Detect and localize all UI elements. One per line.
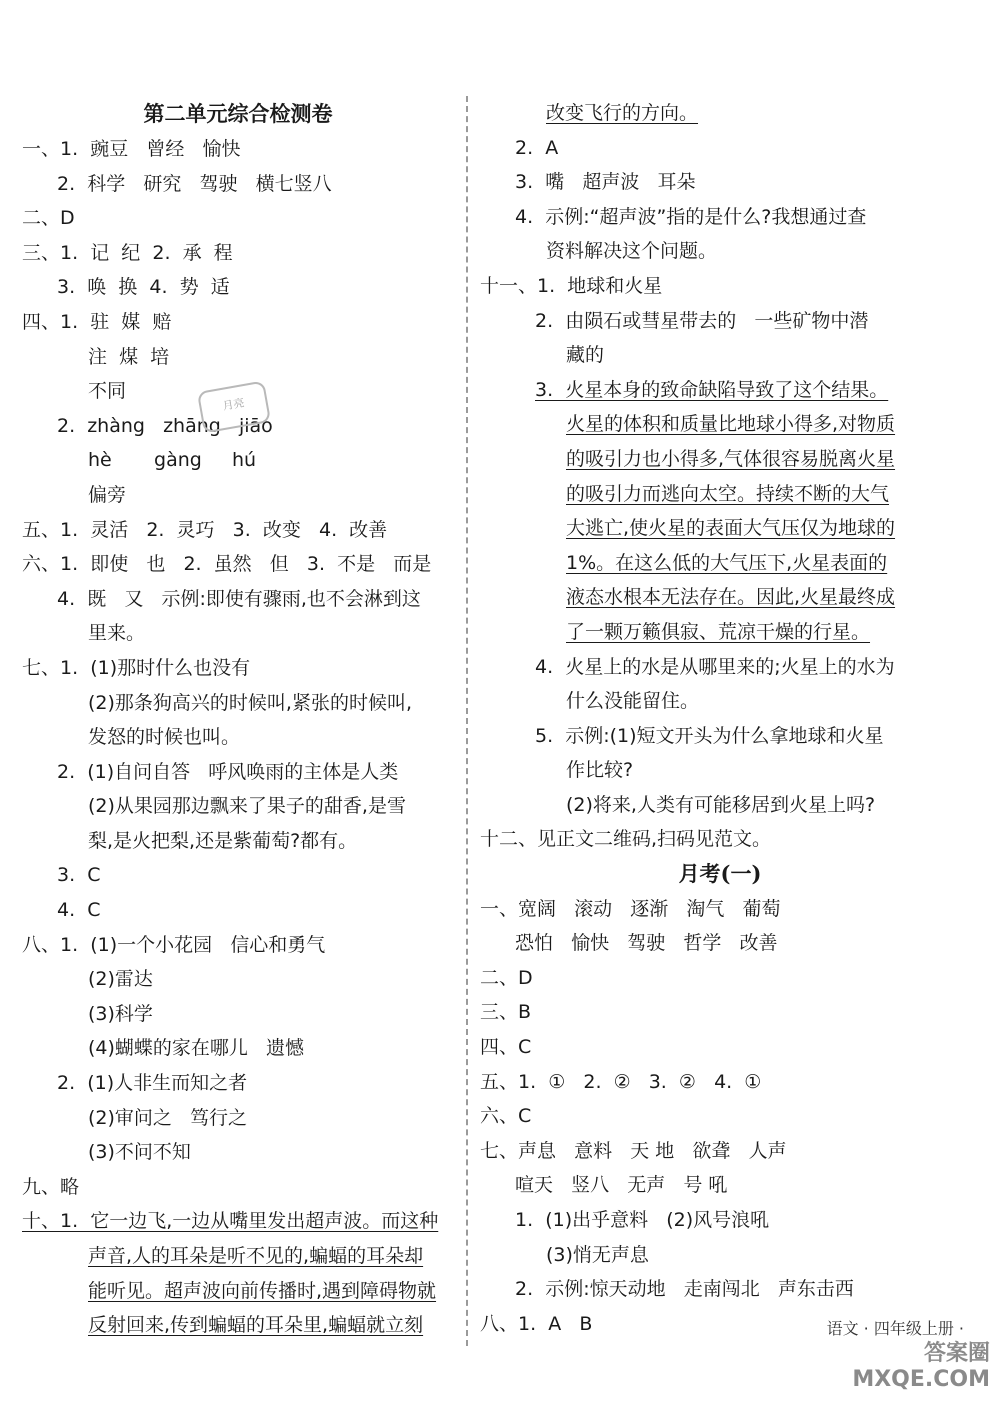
answer-line: (2)雷达	[88, 968, 153, 991]
answer-line: 4. 示例:“超声波”指的是什么?我想通过查	[515, 205, 867, 228]
answer-line: 5. 示例:(1)短文开头为什么拿地球和火星	[535, 724, 884, 747]
answer-line: (3)科学	[88, 1002, 153, 1025]
answer-line: 六、1. 即使 也 2. 虽然 但 3. 不是 而是	[22, 553, 432, 576]
underlined-answer: 火星的体积和质量比地球小得多,对物质	[566, 413, 896, 436]
answer-line: 里来。	[88, 622, 146, 645]
answer-line: 二、D	[480, 966, 533, 989]
answer-line: (3)悄无声息	[546, 1243, 649, 1266]
answer-line: hè gàng hú	[88, 449, 257, 472]
answer-line: 六、C	[480, 1105, 532, 1128]
column-divider	[466, 96, 468, 1346]
answer-line: 梨,是火把梨,还是紫葡萄?都有。	[88, 829, 358, 852]
answer-line	[22, 1239, 454, 1274]
answer-line: 三、1. 记 纪 2. 承 程	[22, 241, 233, 264]
answer-line	[22, 1274, 454, 1309]
answer-line: (2)从果园那边飘来了果子的甜香,是雪	[88, 795, 406, 818]
answer-line: 2. 科学 研究 驾驶 横七竖八	[57, 172, 332, 195]
underlined-answer: 了一颗万籁俱寂、荒凉干燥的行星。	[566, 620, 871, 643]
answer-line	[22, 1308, 454, 1343]
answer-line: 1. (1)出乎意料 (2)风号浪吼	[515, 1209, 770, 1231]
answer-line: 七、声息 意料 天 地 欲聋 人声	[480, 1139, 787, 1162]
underlined-answer: 反射回来,传到蝙蝠的耳朵里,蝙蝠就立刻	[88, 1314, 424, 1337]
page-footer: 语文 · 四年级上册 ·	[826, 1319, 964, 1338]
answer-line: 4. C	[57, 899, 101, 922]
answer-line: 四、C	[480, 1036, 532, 1059]
answer-line: 作比较?	[566, 759, 634, 782]
right-answer-lines	[480, 96, 960, 1341]
answer-line	[480, 580, 960, 615]
answer-line: 发怒的时候也叫。	[88, 726, 241, 749]
hand-stamp: 月亮	[197, 380, 271, 433]
answer-line	[480, 96, 960, 131]
right-column	[480, 96, 960, 1341]
section-title: 第二单元综合检测卷	[143, 101, 333, 126]
answer-line	[480, 477, 960, 512]
answer-line: (2)那条狗高兴的时候叫,紧张的时候叫,	[88, 691, 412, 714]
answer-line: 2. (1)人非生而知之者	[57, 1072, 248, 1095]
answer-line: 恐怕 愉快 驾驶 哲学 改善	[515, 932, 778, 955]
answer-line	[480, 407, 960, 442]
section-title: 月考(一)	[678, 861, 762, 887]
answer-line: 2. (1)自问自答 呼风唤雨的主体是人类	[57, 760, 399, 783]
answer-line: 三、B	[480, 1001, 532, 1024]
answer-line: 八、1. (1)一个小花园 信心和勇气	[22, 933, 326, 956]
answer-line: 五、1. ① 2. ② 3. ② 4. ①	[480, 1070, 762, 1093]
left-column	[22, 96, 454, 1343]
answer-line: 不同	[88, 380, 127, 403]
answer-line: 3. 嘴 超声波 耳朵	[515, 171, 696, 194]
answer-line: 八、1. A B	[480, 1312, 593, 1335]
answer-line: 一、1. 豌豆 曾经 愉快	[22, 138, 241, 160]
answer-line	[22, 1204, 454, 1239]
watermark-url: MXQE.COM	[852, 1367, 990, 1392]
answer-line	[480, 373, 960, 408]
answer-line: 什么没能留住。	[566, 690, 700, 713]
answer-line: 一、宽阔 滚动 逐渐 淘气 葡萄	[480, 897, 781, 920]
answer-line: 偏旁	[88, 483, 127, 506]
answer-line	[480, 546, 960, 581]
answer-line: 五、1. 灵活 2. 灵巧 3. 改变 4. 改善	[22, 518, 388, 541]
answer-line: (3)不问不知	[88, 1141, 191, 1164]
answer-line: 二、D	[22, 207, 75, 230]
answer-line: 2. 示例:惊天动地 走南闯北 声东击西	[515, 1278, 854, 1301]
answer-line	[480, 442, 960, 477]
underlined-answer: 3. 火星本身的致命缺陷导致了这个结果。	[535, 378, 889, 401]
underlined-answer: 1%。在这么低的大气压下,火星表面的	[566, 551, 888, 574]
underlined-answer: 液态水根本无法存在。因此,火星最终成	[566, 586, 896, 609]
watermark-logo-text: 答案圈	[923, 1341, 990, 1366]
answer-line: 九、略	[22, 1175, 80, 1198]
answer-line: 十一、1. 地球和火星	[480, 274, 663, 297]
underlined-answer: 的吸引力也小得多,气体很容易脱离火星	[566, 447, 896, 470]
underlined-answer: 十、1. 它一边飞,一边从嘴里发出超声波。而这种	[22, 1210, 439, 1233]
answer-line: 十二、见正文二维码,扫码见范文。	[480, 828, 772, 851]
underlined-answer: 改变飞行的方向。	[546, 102, 699, 124]
answer-line	[480, 511, 960, 546]
answer-line: 3. C	[57, 864, 101, 887]
answer-line: 资料解决这个问题。	[546, 240, 718, 263]
answer-line: 2. A	[515, 136, 559, 159]
answer-line: 注 煤 培	[88, 345, 170, 368]
answer-line	[480, 615, 960, 650]
left-answer-lines	[22, 132, 454, 1343]
underlined-answer: 大逃亡,使火星的表面大气压仅为地球的	[566, 517, 896, 540]
answer-line: 喧天 竖八 无声 号 吼	[515, 1174, 728, 1197]
answer-line: 七、1. (1)那时什么也没有	[22, 656, 251, 679]
answer-line: (2)审问之 笃行之	[88, 1106, 248, 1129]
answer-line: 3. 唤 换 4. 势 适	[57, 276, 230, 299]
answer-line: (2)将来,人类有可能移居到火星上吗?	[566, 793, 876, 816]
answer-line: 4. 火星上的水是从哪里来的;火星上的水为	[535, 655, 895, 678]
answer-line: 4. 既 又 示例:即使有骤雨,也不会淋到这	[57, 587, 421, 610]
answer-line: (4)蝴蝶的家在哪儿 遗憾	[88, 1037, 305, 1060]
answer-line: 藏的	[566, 344, 605, 367]
answer-line: 2. zhàng zhāng jiāo	[57, 414, 273, 437]
answer-line: 2. 由陨石或彗星带去的 一些矿物中潜	[535, 309, 869, 332]
underlined-answer: 的吸引力而逃向太空。持续不断的大气	[566, 482, 890, 505]
underlined-answer: 声音,人的耳朵是听不见的,蝙蝠的耳朵却	[88, 1245, 424, 1267]
site-watermark	[800, 1341, 990, 1411]
answer-line: 四、1. 驻 媒 赔	[22, 310, 172, 333]
underlined-answer: 能听见。超声波向前传播时,遇到障碍物就	[88, 1279, 437, 1302]
